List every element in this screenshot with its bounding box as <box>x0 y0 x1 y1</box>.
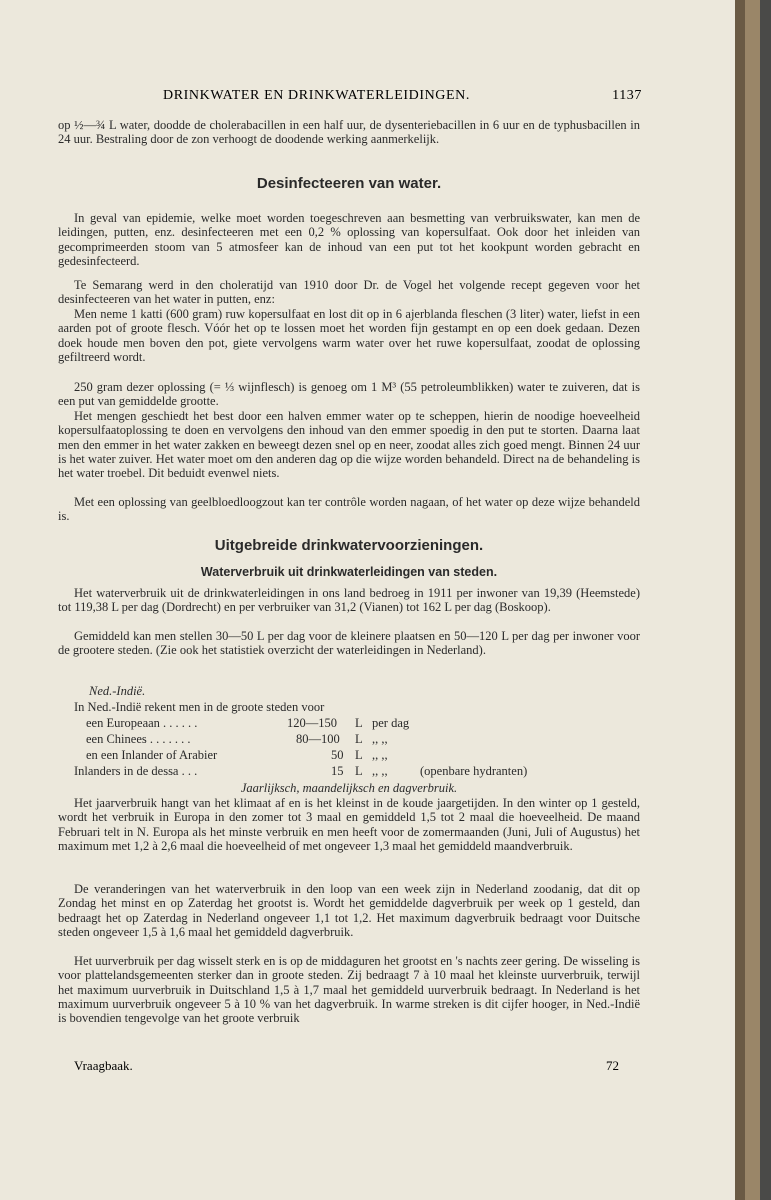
table-cell-unit: L <box>355 732 363 746</box>
paragraph: Te Semarang werd in den choleratijd van 1910 door Dr. de Vogel het volgende recept gegeven voor het desinfecteeren van het water in putten, enz: <box>58 278 640 307</box>
background <box>760 0 771 1200</box>
table-cell-who: een Europeaan . . . . . . <box>86 716 198 730</box>
section-heading-drinkwatervoorzieningen: Uitgebreide drinkwatervoorzieningen. <box>214 537 484 554</box>
table-cell-unit2: ,, ,, <box>372 732 388 746</box>
subsection-heading: Waterverbruik uit drinkwaterleidingen van steden. <box>200 565 498 579</box>
table-cell-unit2: ,, ,, <box>372 748 388 762</box>
italic-subheading: Jaarlijksch, maandelijksch en dagverbruik. <box>240 781 458 795</box>
table-cell-amount: 50 <box>331 748 344 762</box>
table-cell-who: Inlanders in de dessa . . . <box>74 764 198 778</box>
section-heading-desinfecteeren: Desinfecteeren van water. <box>256 175 442 192</box>
paragraph: De veranderingen van het waterverbruik in den loop van een week zijn in Nederland zoodanig, dat dit op Zondag het minst en op Zaterdag het grootst is. Wordt het gemiddelde dagverbruik per week op 1 gesteld, dan bedraagt het op Zaterdag in Nederland ongeveer 1,1 tot 1,2. Het maximum dagverbruik bedraagt voor Duitsche steden ongeveer 1,5 à 1,6 maal het gemiddeld dagverbruik. <box>58 882 640 939</box>
paragraph: Het mengen geschiedt het best door een halven emmer water op te scheppen, hierin de noodige hoeveelheid kopersulfaatoplossing te doen en vervolgens den inhoud van den emmer spoedig in den put te storten. Daarna laat men den emmer in het water zakken en beweegt dezen snel op en neer, zoodat alles zich goed mengt. Binnen 24 uur is het water zuiver. Het water moet om den anderen dag op die wijze worden behandeld. Direct na de behandeling is het water troebel. Dit beduidt evenwel niets. <box>58 409 640 481</box>
paragraph: Gemiddeld kan men stellen 30—50 L per dag voor de kleinere plaatsen en 50—120 L per dag per inwoner voor de grootere steden. (Zie ook het statistiek overzicht der waterleidingen in Nederland). <box>58 629 640 658</box>
table-cell-unit: L <box>355 716 363 730</box>
region-label: Ned.-Indië. <box>89 684 146 698</box>
table-row <box>58 716 640 731</box>
table-cell-note: (openbare hydranten) <box>420 764 528 778</box>
table-row <box>58 732 640 747</box>
paragraph: 250 gram dezer oplossing (= ⅓ wijnflesch) is genoeg om 1 M³ (55 petroleumblikken) water te zuiveren, dat is een put van gemiddelde grootte. <box>58 380 640 409</box>
paragraph: Het uurverbruik per dag wisselt sterk en is op de middaguren het grootst en 's nachts zeer gering. De wisseling is voor plattelandsgemeenten sterker dan in groote steden. Zij bedraagt 7 à 10 maal het kleinste uurverbruik, terwijl het maximum uurverbruik in Duitschland 1,5 à 1,7 maal het gemiddeld uurverbruik bedraagt. In Nederland is het maximum uurverbruik ongeveer 5 à 10 % van het dagverbruik. In warme streken is dit cijfer hooger, in Ned.-Indië is bovendien tengevolge van het groote verbruik <box>58 954 640 1026</box>
table-cell-amount: 120—150 <box>287 716 337 730</box>
table-row <box>58 764 640 779</box>
table-cell-unit2: ,, ,, <box>372 764 388 778</box>
running-title: DRINKWATER EN DRINKWATERLEIDINGEN. <box>163 88 470 103</box>
table-cell-amount: 80—100 <box>296 732 340 746</box>
table-cell-who: en een Inlander of Arabier <box>86 748 218 762</box>
intro-paragraph: op ½—¾ L water, doodde de cholerabacillen in een half uur, de dysenteriebacillen in 6 uur en de typhusbacillen in 24 uur. Bestraling door de zon verhoogt de doodende werking aanmerkelijk. <box>58 118 640 147</box>
footer-signature-number: 72 <box>606 1058 619 1073</box>
paragraph: In geval van epidemie, welke moet worden toegeschreven aan besmetting van verbruikswater, kan men de leidingen, putten, enz. desinfecteeren met een 0,2 % oplossing van kopersulfaat. Ook door het inleiden van gecomprimeerden stoom van 5 atmosfeer kan de inhoud van een put tot het kookpunt worden gebracht en gedesinfecteerd. <box>58 211 640 268</box>
page-number: 1137 <box>612 88 642 103</box>
paragraph: Men neme 1 katti (600 gram) ruw kopersulfaat en lost dit op in 6 ajerblanda fleschen (3 liter) water, liefst in een aarden pot of groote flesch. Vóór het op te lossen moet het worden fijn gestampt en op een doek gedaan. Dezen doek houde men boven den pot, giete vervolgens warm water over het ruwe kopersulfaat, zoodat de oplossing gefiltreerd wordt. <box>58 307 640 364</box>
table-cell-unit2: per dag <box>372 716 410 730</box>
table-intro: In Ned.-Indië rekent men in de groote steden voor <box>74 700 325 714</box>
paragraph: Met een oplossing van geelbloedloogzout kan ter contrôle worden nagaan, of het water op deze wijze behandeld is. <box>58 495 640 524</box>
table-cell-who: een Chinees . . . . . . . <box>86 732 191 746</box>
paragraph: Het waterverbruik uit de drinkwaterleidingen in ons land bedroeg in 1911 per inwoner van 19,39 (Heemstede) tot 119,38 L per dag (Dordrecht) en per verbruiker van 31,2 (Vianen) tot 162 L per dag (Boskoop). <box>58 586 640 615</box>
table-cell-amount: 15 <box>331 764 344 778</box>
table-cell-unit: L <box>355 748 363 762</box>
footer-left: Vraagbaak. <box>74 1058 133 1073</box>
table-cell-unit: L <box>355 764 363 778</box>
table-row <box>58 748 640 763</box>
paragraph: Het jaarverbruik hangt van het klimaat af en is het kleinst in de koude jaargetijden. In den winter op 1 gesteld, wordt het verbruik in Europa in den zomer tot 3 maal en gemiddeld 1,5 tot 2 maal die hoeveelheid. De maand Februari telt in N. Europa als het minste verbruik en men heeft voor de zomermaanden (Juni, Juli of Augustus) het maximum met 1,2 à 2,6 maal die hoeveelheid of met ongeveer 1,3 maal het gemiddeld maandverbruik. <box>58 796 640 853</box>
book-cover-edge-outer <box>745 0 761 1200</box>
